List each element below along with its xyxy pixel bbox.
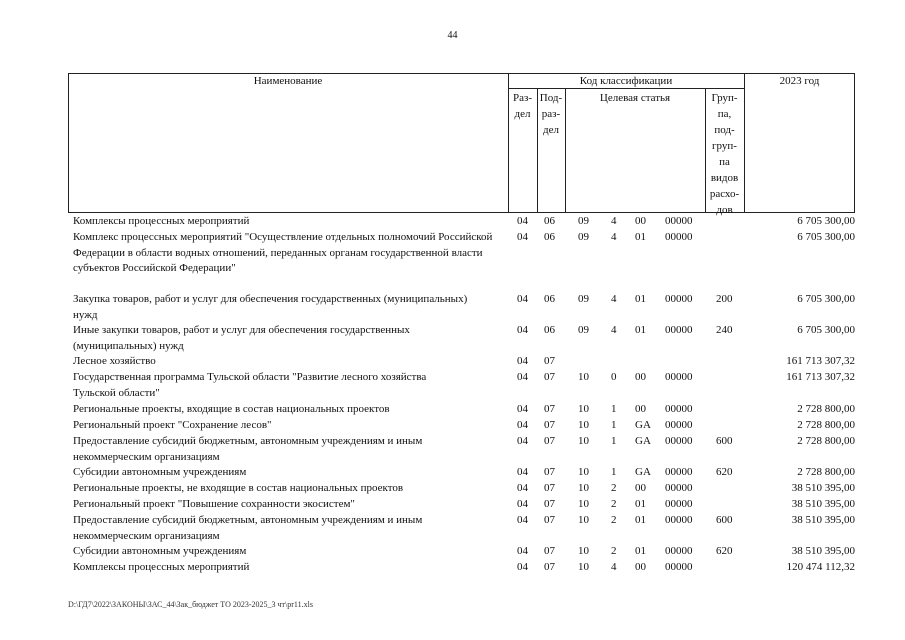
column-header-subsection: Под- раз- дел [539, 92, 563, 136]
page-number: 44 [447, 30, 458, 41]
column-header-target: Целевая статья [599, 92, 671, 104]
column-header-code: Код классификации [579, 75, 673, 87]
table-body: Комплексы процессных мероприятий 04 06 09 4 00 00000 6 705 300,00 Комплекс процессных мероприятий "Осуществление отдельных полномочий Российской Федерации в области водных отношений, переданных органам государственной власти субъектов Российской Федерации" 04 06 09 4 01 00000 6 705 300,00 Закупка товаров, работ и услуг для обеспечения государственных (муниципальных) нужд 04 06 09 4 01 00000 200 6 705 300,00 Иные закупки товаров, работ и услуг для обеспечения государственных (муниципальных) нужд 04 06 09 4 01 00000 240 6 705 300,00 Лесное хозяйство 04 07 161 713 307,32 Государственная программа Тульской области "Развитие лесного хозяйства Тульской области" 04 07 10 0 00 00000 161 713 307,32 Региональные проекты, входящие в состав национальных проектов 04 07 10 1 00 00000 2 728 800,00 Региональный проект "Сохранение лесов" 04 07 10 1 GA 00000 2 728 800,00 Предоставление субсидий бюджетным, автономным учреждениям и иным некоммерческим организациям 04 07 10 1 GA 00000 600 2 728 800,00 Субсидии автономным учреждениям 04 07 10 1 GA 00000 620 2 728 800,00 Региональные проекты, не входящие в состав национальных проектов 04 07 10 2 00 00000 38 510 395,00 Региональный проект "Повышение сохранности экосистем" 04 07 10 2 01 00000 38 510 395,00 Предоставление субсидий бюджетным, автономным учреждениям и иным некоммерческим организациям 04 07 10 2 01 00000 600 38 510 395,00 Субсидии автономным учреждениям 04 07 10 2 01 00000 620 38 510 395,00 Комплексы процессных мероприятий 04 07 10 4 00 00000 120 474 112,32 [73, 215, 855, 573]
file-path-footer: D:\ГД7\2022\ЗАКОНЫ\ЗАС_44\Зак_бюджет ТО 2023-2025_3 чт\pr11.xls [68, 600, 313, 609]
column-header-section: Раз- дел [512, 92, 532, 120]
column-header-group: Груп- па, под- груп- па видов расхо- дов [709, 92, 740, 216]
column-header-year: 2023 год [779, 75, 820, 87]
column-header-name: Наименование [253, 75, 323, 87]
